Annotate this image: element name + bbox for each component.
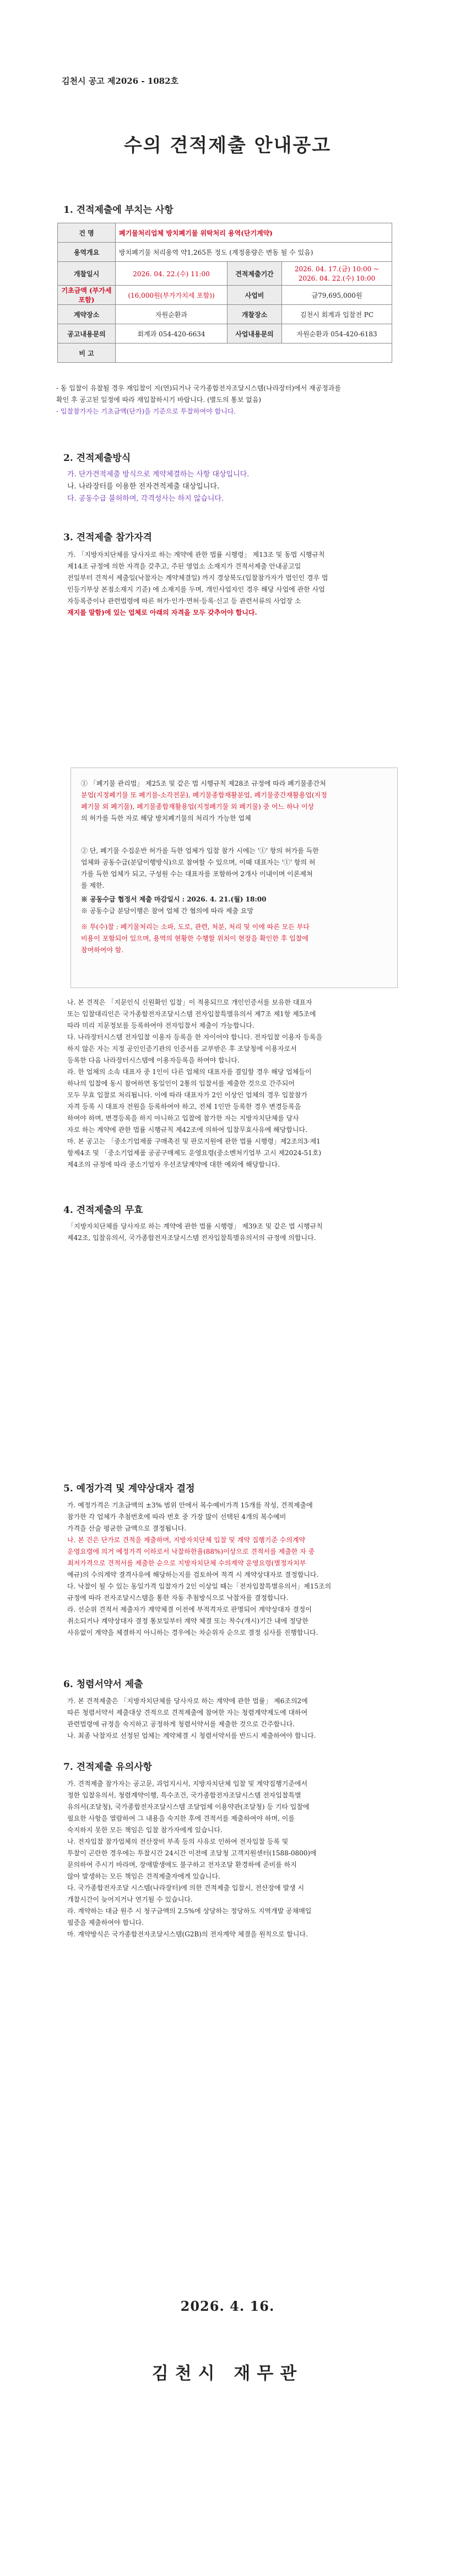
s7-line: 가. 견적제출 참가자는 공고문, 과업지시서, 지방자치단체 입찰 및 계약집행기준에서 [67,1780,308,1788]
td-place: 자원순환과 [116,305,228,324]
page-title: 수의 견적제출 안내공고 [123,135,332,157]
s5-line: 예규)의 수의계약 결격사유에 해당하는지를 검토하여 적격 시 계약상대자로 결정합니다. [67,1571,319,1579]
s2-line: 다. 공동수급 불허하며, 각격성사는 하지 않습니다. [67,495,224,503]
section-2-body [67,469,392,505]
s7-line: 정한 입찰유의서, 청렴계약이행, 특수조건, 국가종합전자조달시스템 전자입찰특별 [67,1791,301,1799]
s7-line: 필요한 사항을 열람하여 그 내용을 숙지한 후에 견적서를 제출하여야 하며, 이를 [67,1815,295,1822]
s3-line: 전일부터 견적서 제출일(낙찰자는 계약체결일) 까지 경상북도(입찰참가자가 법인인 경우 법 [67,574,328,582]
s7-line: 필증을 제출하여야 합니다. [67,1919,144,1926]
s4-line: 제42조, 입찰유의서, 국가종합전자조달시스템 전자입찰특별유의서의 규정에 의합니다. [67,1234,316,1242]
section-6-body [67,1695,392,1742]
s7-line: 라. 계약하는 대금 원주 시 청구금액의 2.5%에 상당하는 정당하도 지역개발 공채매입 [67,1907,312,1915]
s5-line: 취소되거나 계약상대자 결정 통보일부터 계약 체결 또는 착수(개시)기간 내에 정당한 [67,1617,308,1625]
issuing-organization: 김천시 재무관 [151,2364,304,2384]
box-line: 가를 득한 업체가 되고, 구성원 수는 대표자를 포함하여 2개사 이내이며 이론제쳐 [81,870,313,878]
s6-line: 가. 본 견적제출은 「지방자치단체를 당사자로 하는 계약에 관한 법률」 제6조의2에 [67,1697,308,1705]
section-6-title: 6. 청렴서약서 제출 [63,1679,143,1690]
td-loc: 김천시 회계과 입찰전 PC [282,305,392,324]
s4-line: 「지방자치단체를 당사자로 하는 계약에 관한 법률 시행령」 제39조 및 같은 법 시행규칙 [67,1222,323,1230]
th-place: 계약장소 [58,305,116,324]
s5-line: 운영요령에 의거 예정가격 이하로서 낙찰하한율(88%)이상으로 견적서를 제출한 자 중 [67,1548,315,1555]
section-3-title: 3. 견적제출 참가자격 [63,532,152,543]
s5-line: 최저가격으로 견적서를 제출한 순으로 지방자치단체 수의계약 운영요령(별정자치부 [67,1559,306,1567]
section-5-title: 5. 예정가격 및 계약상대자 결정 [63,1483,195,1494]
section-1-title: 1. 견적제출에 부치는 사항 [63,205,174,216]
th-period: 견적제출기간 [228,262,282,286]
s3-more-line: 나. 본 견적은 「지문인식 신원확인 입찰」이 적용되므로 개인인증서를 보유한 대표자 [67,999,312,1006]
s7-line: 투찰이 곤란한 경우에는 투찰시간 24시간 이전에 조달청 고객지원센터(1588-0800)에 [67,1849,317,1857]
s3-line: 자등록증이나 관련법령에 따른 허가·인가·면허·등록·신고 등 관련서류의 사업장 소 [67,597,301,605]
section-7-title: 7. 견적제출 유의사항 [63,1762,152,1773]
s3-line: 인등기부상 본점소재지 기준) 에 소재지를 두며, 개인사업자인 경우 해당 사업에 관한 사업 [67,586,325,593]
s2-line: 나. 나라장터를 이용한 전자견적제출 대상입니다. [67,482,219,491]
note-line: 확인 후 공고된 일정에 따라 재입찰하시기 바랍니다. (별도의 통보 없음) [56,396,262,404]
section-2-title: 2. 견적제출방식 [63,453,131,464]
section-3-body [67,549,392,619]
box-line: ※ 공동수급 분담이행은 참여 업체 간 협의에 따라 제출 요망 [81,907,253,915]
box-line: 폐기물 외 폐기물), 폐기물종합재활용업(지정폐기물 외 폐기물) 중 어느 하나 이상 [81,803,315,811]
qualification-box [71,768,398,988]
box-line: 의 허가를 득한 자로 해당 방치폐기물의 처리가 가능한 업체 [81,814,251,822]
th-biz: 사업내용문의 [228,324,282,344]
th-base: 기초금액 (부가세 포함) [58,286,116,305]
info-table [57,223,392,363]
s3-more-line: 자격 등록 시 대표자 전원을 등록하여야 하고, 전체 1인만 등록한 경우 변경등록을 [67,1103,301,1110]
td-open: 2026. 04. 22.(수) 11:00 [116,262,228,286]
s7-line: 유의서(조달청), 국가종합전자조달시스템 조달업체 이용약관(조달청) 등 기타 입찰에 [67,1803,310,1811]
s5-line: 다. 낙찰이 될 수 있는 동일가격 입찰자가 2인 이상일 때는「전자입찰특별유의서」제15조의 [67,1582,332,1590]
td-overview: 방치폐기물 처리용역 약1,265톤 정도 (계정용량은 변동 될 수 있음) [116,243,392,262]
section-3-more [67,997,392,1171]
s5-line: 참가한 각 업체가 추첨번호에 따라 번호 중 가장 많이 선택된 4개의 복수예비 [67,1513,286,1521]
s7-line: 마. 계약방식은 국가종합전자조달시스템(G2B)의 전자계약 체결을 원칙으로 합니다. [67,1930,308,1938]
s3-more-line: 자로 하는 계약에 관한 법률 시행규칙 제42조에 의하여 입찰무효사유에 해당합니다. [67,1126,307,1134]
td-base: (16,000원(부가가치세 포함)) [116,286,228,305]
s7-line: 다. 국가종합전자조달 시스템(나라장터)에 의한 견적제출 입찰시, 전산장애 발생 시 [67,1884,305,1892]
s7-line: 개찰시간이 늦어지거나 연기될 수 있습니다. [67,1896,193,1903]
s3-more-line: 하나의 입찰에 동시 참여하면 동일인이 2통의 입찰서를 제출한 것으로 간주되어 [67,1080,295,1087]
s5-line: 가. 예정가격은 기초금액의 ±3% 범위 안에서 복수예비가격 15개를 작성, 견적제출에 [67,1501,313,1509]
s6-line: 관련법령에 규정을 숙지하고 공정하게 청렴서약서를 제출한 것으로 간주합니다. [67,1720,295,1728]
s3-more-line: 라. 한 업체의 소속 대표자 중 1인이 다른 업체의 대표자를 겸임할 경우 해당 업체들이 [67,1068,312,1076]
s3-more-line: 다. 나라장터시스템 전자입찰 이용자 등록을 한 자이어야 합니다. 전자입찰 이용자 등록을 [67,1033,323,1041]
s3-more-line: 또는 입찰대리인은 국가종합전자조달시스템 전자입찰특별유의서 제7조 제1항 제5조에 [67,1010,316,1018]
box-line: ② 단, 폐기물 수집운반 허가를 득한 업체가 입찰 참가 시에는 '①' 항의 허가를 득한 [81,847,319,855]
section-4-body [67,1221,392,1244]
section-7-body [67,1778,392,1940]
s6-line: 따른 청렴서약서 제출대상 견적으로 견적제출에 참여한 자는 청렴계약제도에 대하여 [67,1709,308,1716]
s3-more-line: 마. 본 공고는 「중소기업제품 구매촉진 및 판로지원에 관한 법률 시행령」제2조의3·제1 [67,1137,321,1145]
notice-number: 김천시 공고 제2026 - 1082호 [62,76,179,86]
section-5-body [67,1500,392,1639]
td-biz: 자원순환과 054-420-6183 [282,324,392,344]
s6-line: 나. 최종 낙찰자로 선정된 업체는 계약체결 시 청렴서약서를 반드시 제출하여야 합니다. [67,1732,316,1740]
td-budget: 금79,695,000원 [282,286,392,305]
s5-line: 사유없이 계약을 체결하지 아니하는 경우에는 차순위자 순으로 결정 심사를 진행합니다. [67,1629,318,1636]
th-loc: 개찰장소 [228,305,282,324]
s7-line: 나. 전자입찰 참가업체의 전산장비 부족 등의 사유로 인하여 전자입찰 등록 및 [67,1838,289,1845]
box-line: ① 「폐기물 관리법」 제25조 및 같은 법 시행규칙 제28조 규정에 따라 폐기물종간처 [81,780,326,787]
s3-line: 제14조 규정에 의한 자격을 갖추고, 주된 영업소 소재지가 견적서제출 안내공고일 [67,562,301,570]
notice-date: 2026. 4. 16. [180,2298,275,2314]
notes-block [56,383,398,417]
s2-line: 가. 단가견적제출 방식으로 계약체결하는 사항 대상입니다. [67,470,250,479]
box-line: ※ 투(수)찰 : 폐기물처리는 소파, 도로, 관련, 처분, 처리 및 이에 따른 모든 부다 [81,923,310,931]
box-line: 참여하여야 함. [81,946,124,954]
box-line: 업체와 공동수급(분담이행방식)으로 참여할 수 있으며, 이때 대표자는 '①' 항의 허 [81,858,316,866]
s3-more-line: 모두 무효 입찰로 처리됩니다. 이에 따라 대표자가 2인 이상인 업체의 경우 입찰참가 [67,1091,307,1099]
th-note: 비 고 [58,344,116,363]
s7-line: 문의하여 주시기 바라며, 장애발생에도 불구하고 전자조달 환경하에 준비를 하지 [67,1861,297,1869]
s3-more-line: 하지 않은 자는 지정 공인인증기관의 인증서를 교부받은 후 조달청에 이용자로서 [67,1045,297,1053]
th-dept: 공고내용문의 [58,324,116,344]
box-line: 를 제한. [81,882,105,889]
section-4-title: 4. 견적제출의 무효 [63,1205,143,1216]
s5-line: 나. 본 건은 단가로 견적을 제출하며, 지방자치단체 입찰 및 계약 집행기준 수의계약 [67,1536,306,1544]
note-line: - 입찰참가자는 기초금액(단가)을 기준으로 투찰하여야 합니다. [56,407,236,415]
th-overview: 용역개요 [58,243,116,262]
box-line: 비용이 포함되어 있으며, 용역의 현황한 수행할 위치이 현장을 확인한 후 입찰에 [81,935,308,942]
th-name: 건 명 [58,223,116,243]
s7-line: 않아 발생하는 모든 책임은 견적제출자에게 있습니다. [67,1872,220,1880]
s5-line: 라. 선순위 견적서 제출자가 계약체결 이전에 부적격자로 판명되어 계약상대자 결정이 [67,1606,312,1613]
s3-more-line: 따라 미리 지문정보를 등록하여야 전자입찰서 제출이 가능합니다. [67,1022,254,1029]
s3-line: 재지를 말함)에 있는 업체로 아래의 자격을 모두 갖추어야 합니다. [67,609,257,616]
td-dept: 회계과 054-420-6634 [116,324,228,344]
s3-more-line: 등록한 다음 나라장터시스템에 이용자등록을 하여야 합니다. [67,1056,240,1064]
s3-more-line: 하여야 하며, 변경등록을 하지 아니하고 입찰에 참가한 자는 지방자치단체를 당사 [67,1114,299,1122]
s3-more-line: 항제4조 및 「중소기업제품 공공구매제도 운영요령(중소벤처기업부 고시 제2024-51호) [67,1149,322,1157]
box-line: ※ 공동수급 협정서 제출 마감일시 : 2026. 4. 21.(월) 18:00 [81,895,267,903]
s5-line: 규정에 따라 전자조달시스템을 통한 자동 추첨방식으로 낙찰자를 결정합니다. [67,1594,289,1602]
th-open: 개찰일시 [58,262,116,286]
s5-line: 가격을 산술 평균한 금액으로 결정됩니다. [67,1525,187,1532]
s3-line: 가. 「지방자치단체를 당사자로 하는 계약에 관한 법률 시행령」 제13조 및 동법 시행규칙 [67,551,325,559]
td-name: 폐기물처리업체 방치폐기물 위탁처리 용역(단기계약) [116,223,392,243]
td-note [116,344,392,363]
th-budget: 사업비 [228,286,282,305]
s7-line: 숙지하지 못한 모든 책임은 입찰 참가자에게 있습니다. [67,1826,223,1834]
td-period: 2026. 04. 17.(금) 10:00 ~ 2026. 04. 22.(수) 10:00 [282,262,392,286]
box-line: 분업(지정폐기물 또 폐기물-소각전문), 폐기물종합재활분업, 폐기물중간재활용업(지정 [81,791,327,799]
s3-more-line: 제4조의 규정에 따라 중소기업자 우선조달계약에 대한 예외에 해당합니다. [67,1161,280,1168]
note-line: - 동 입찰이 유찰될 경우 재입찰이 지(연)되거나 국가종합전자조달시스템(나라장터)에서 재공정과를 [56,384,341,392]
